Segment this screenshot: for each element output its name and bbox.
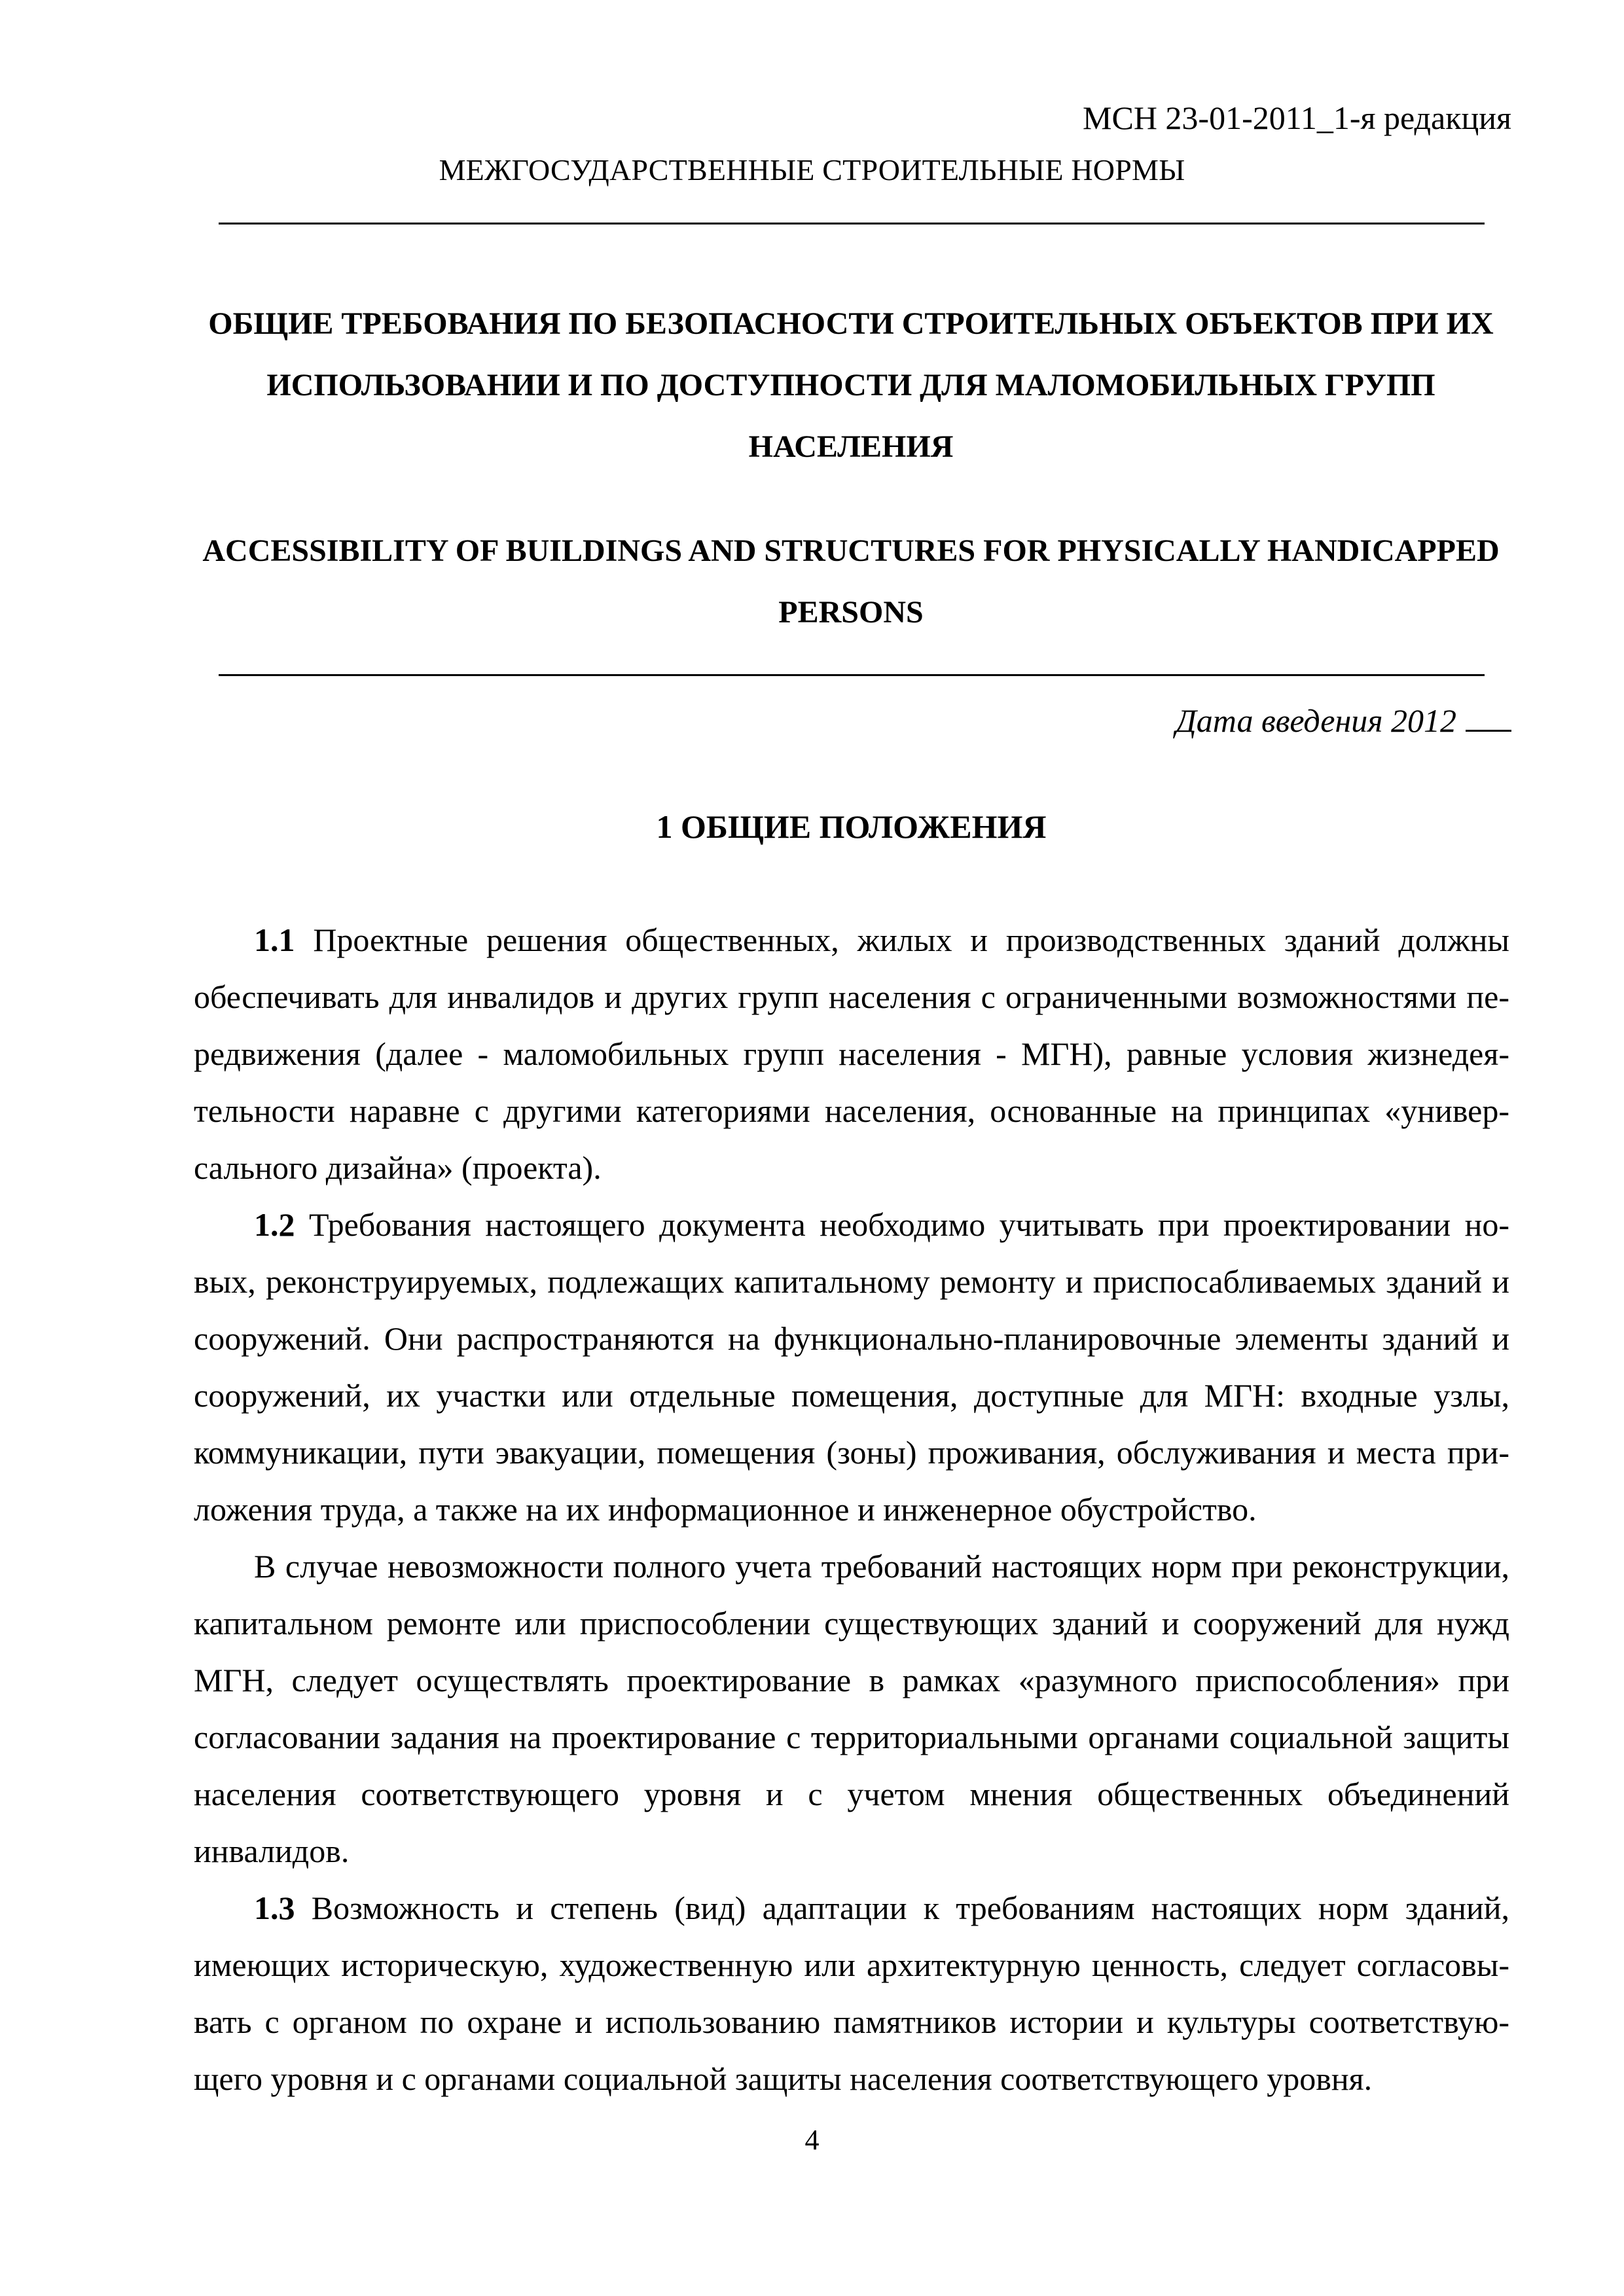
paragraph xyxy=(194,1538,1509,1880)
title-divider xyxy=(219,674,1485,676)
paragraph-text: Проектные решения общественных, жилых и производственных зданий должны обеспечивать для инвалидов и других групп населения с ограниченными возможностями передвижения (далее - маломобильных групп населения - МГН), равные условия жизнедеятельности наравне с другими категориями населения, основанные на принципах «универсального дизайна» (проекта). xyxy=(194,922,1510,1186)
paragraph xyxy=(194,1196,1509,1538)
date-blank-line xyxy=(1466,702,1511,732)
paragraph xyxy=(194,1880,1509,2108)
paragraph-number: 1.2 xyxy=(254,1206,295,1243)
document-title-en: ACCESSIBILITY OF BUILDINGS AND STRUCTURES FOR PHYSICALLY HANDICAPPED PERSONS xyxy=(202,533,1500,630)
document-code: МСН 23-01-2011_1-я редакция xyxy=(1083,99,1511,136)
paragraph-text: Требования настоящего документа необходимо учитывать при проектировании новых, реконструируемых, подлежащих капитальному ремонту и приспосабливаемых зданий и сооружений. Они распространяются на функционально-планировочные элементы зданий и сооружений, их участки или отдельные помещения, доступные для МГН: входные узлы, коммуникации, пути эвакуации, помещения (зоны) проживания, обслуживания и места приложения труда, а также на их информационное и инженерное обустройство. xyxy=(194,1206,1510,1528)
introduction-date-label: Дата введения 2012 xyxy=(1175,702,1456,739)
paragraph xyxy=(194,912,1509,1196)
paragraph-number: 1.1 xyxy=(254,922,295,958)
section-heading: 1 ОБЩИЕ ПОЛОЖЕНИЯ xyxy=(656,808,1047,845)
section-body xyxy=(194,912,1509,2108)
introduction-date xyxy=(1176,697,1511,744)
paragraph-text: В случае невозможности полного учета требований настоящих норм при реконструкции, капитальном ремонте или приспособлении существующих зданий и сооружений для нужд МГН, следует осуществлять проектирование в рамках «разумного приспособления» при согласовании задания на проектирование с территориальными органами социальной защиты населения соответствующего уровня и с учетом мнения общественных объединений инвалидов. xyxy=(194,1548,1509,1869)
page-number: 4 xyxy=(804,2124,820,2156)
paragraph-number: 1.3 xyxy=(254,1890,295,1926)
document-title-ru: ОБЩИЕ ТРЕБОВАНИЯ ПО БЕЗОПАСНОСТИ СТРОИТЕЛЬНЫХ ОБЪЕКТОВ ПРИ ИХ ИСПОЛЬЗОВАНИИ И ПО ДОСТУПНОСТИ ДЛЯ МАЛОМОБИЛЬНЫХ ГРУПП НАСЕЛЕНИЯ xyxy=(208,306,1494,464)
header-divider xyxy=(219,223,1485,224)
norms-series-title: МЕЖГОСУДАРСТВЕННЫЕ СТРОИТЕЛЬНЫЕ НОРМЫ xyxy=(439,153,1185,187)
paragraph-text: Возможность и степень (вид) адаптации к требованиям настоящих норм зданий, имеющих историческую, художественную или архитектурную ценность, следует согласовывать с органом по охране и использованию памятников истории и культуры соответствующего уровня и с органами социальной защиты населения соответствующего уровня. xyxy=(194,1890,1509,2097)
